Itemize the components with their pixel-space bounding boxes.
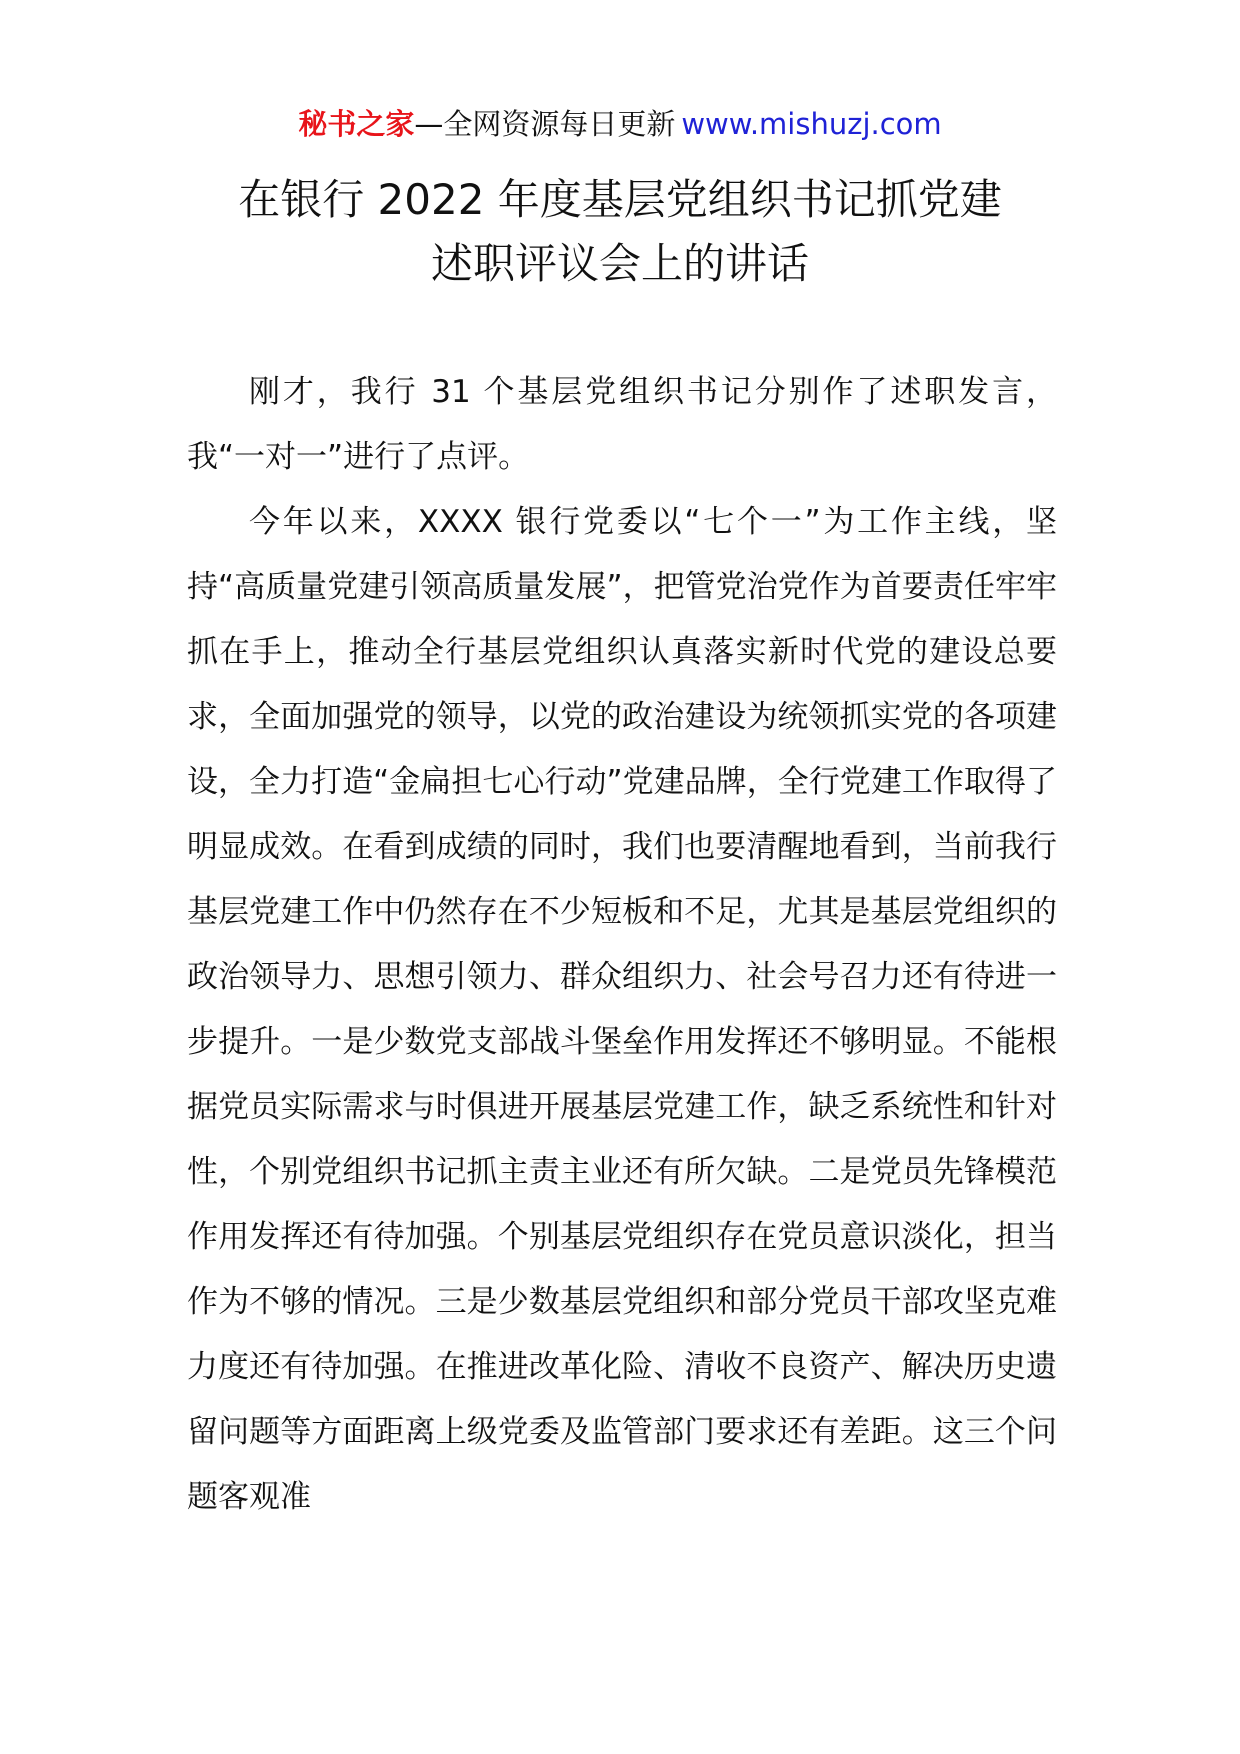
document-title-line-2: 述职评议会上的讲话 bbox=[430, 239, 809, 288]
site-slogan: —全网资源每日更新 bbox=[414, 107, 676, 141]
paragraph-2: 今年以来，XXXX 银行党委以“七个一”为工作主线，坚持“高质量党建引领高质量发展”，把管党治党作为首要责任牢牢抓在手上，推动全行基层党组织认真落实新时代党的建设总要求，全面加强党的领导，以党的政治建设为统领抓实党的各项建设，全力打造“金扁担七心行动”党建品牌，全行党建工作取得了明显成效。在看到成绩的同时，我们也要清醒地看到，当前我行基层党建工作中仍然存在不少短板和不足，尤其是基层党组织的政治领导力、思想引领力、群众组织力、社会号召力还有待进一步提升。一是少数党支部战斗堡垒作用发挥还不够明显。不能根据党员实际需求与时俱进开展基层党建工作，缺乏系统性和针对性，个别党组织书记抓主责主业还有所欠缺。二是党员先锋模范作用发挥还有待加强。个别基层党组织存在党员意识淡化，担当作为不够的情况。三是少数基层党组织和部分党员干部攻坚克难力度还有待加强。在推进改革化险、清收不良资产、解决历史遗留问题等方面距离上级党委及监管部门要求还有差距。这三个问题客观准 bbox=[187, 504, 1057, 1515]
document-title bbox=[0, 168, 1240, 296]
paragraph-1: 刚才，我行 31 个基层党组织书记分别作了述职发言，我“一对一”进行了点评。 bbox=[187, 374, 1057, 475]
document-title-line-1: 在银行 2022 年度基层党组织书记抓党建 bbox=[238, 175, 1002, 224]
site-brand: 秘书之家 bbox=[298, 107, 415, 141]
site-header bbox=[0, 104, 1240, 144]
document-body bbox=[187, 360, 1057, 1530]
site-url-link[interactable]: www.mishuzj.com bbox=[681, 107, 942, 141]
